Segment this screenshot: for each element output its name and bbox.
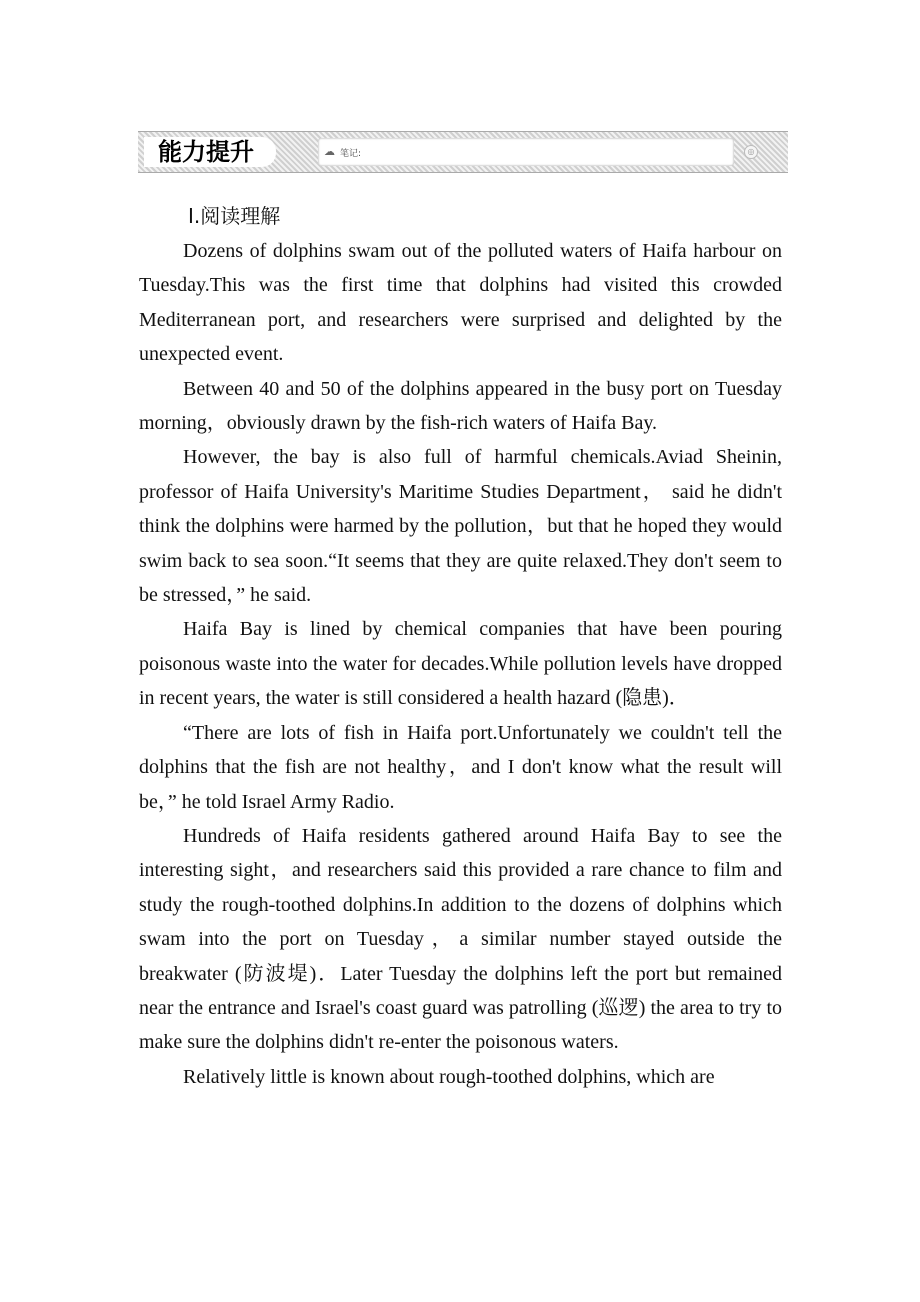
paragraph: Dozens of dolphins swam out of the polluted waters of Haifa harbour on Tuesday.This was the first time that dolphins had visited this crowded Mediterranean port, and researchers were surprised and delighted by the unexpected event. — [139, 240, 782, 366]
section-title: Ⅰ.阅读理解 — [188, 204, 281, 228]
notes-field[interactable] — [318, 138, 734, 166]
banner-label: 能力提升 — [144, 137, 276, 167]
cloud-icon: ☁ — [324, 145, 335, 158]
paragraph: Haifa Bay is lined by chemical companies that have been pouring poisonous waste into the water for decades.While pollution levels have dropped in recent years, the water is still considered a health hazard (隐患)． — [139, 618, 782, 710]
paragraph: Relatively little is known about rough-toothed dolphins, which are — [183, 1065, 715, 1088]
paragraph: However, the bay is also full of harmful chemicals.Aviad Sheinin, professor of Haifa University's Maritime Studies Department， said he didn't think the dolphins were harmed by the pollution，but that he hoped they would swim back to sea soon.“It seems that they are quite relaxed.They don't seem to be stressed，” he said. — [139, 446, 782, 607]
notes-label: 笔记: — [340, 149, 362, 159]
paragraph: Hundreds of Haifa residents gathered around Haifa Bay to see the interesting sight，and researchers said this provided a rare chance to film and study the rough-toothed dolphins.In addition to the dozens of dolphins which swam into the port on Tuesday，a similar number stayed outside the breakwater (防波堤)．Later Tuesday the dolphins left the port but remained near the entrance and Israel's coast guard was patrolling (巡逻) the area to try to make sure the dolphins didn't re-enter the poisonous waters. — [139, 824, 782, 1054]
article-body — [139, 234, 782, 1094]
paragraph: “There are lots of fish in Haifa port.Unfortunately we couldn't tell the dolphins that the fish are not healthy，and I don't know what the result will be，” he told Israel Army Radio. — [139, 721, 782, 813]
pin-icon[interactable]: ◎ — [744, 145, 758, 159]
section-banner — [138, 131, 788, 173]
paragraph: Between 40 and 50 of the dolphins appeared in the busy port on Tuesday morning，obviously drawn by the fish-rich waters of Haifa Bay. — [139, 377, 782, 435]
